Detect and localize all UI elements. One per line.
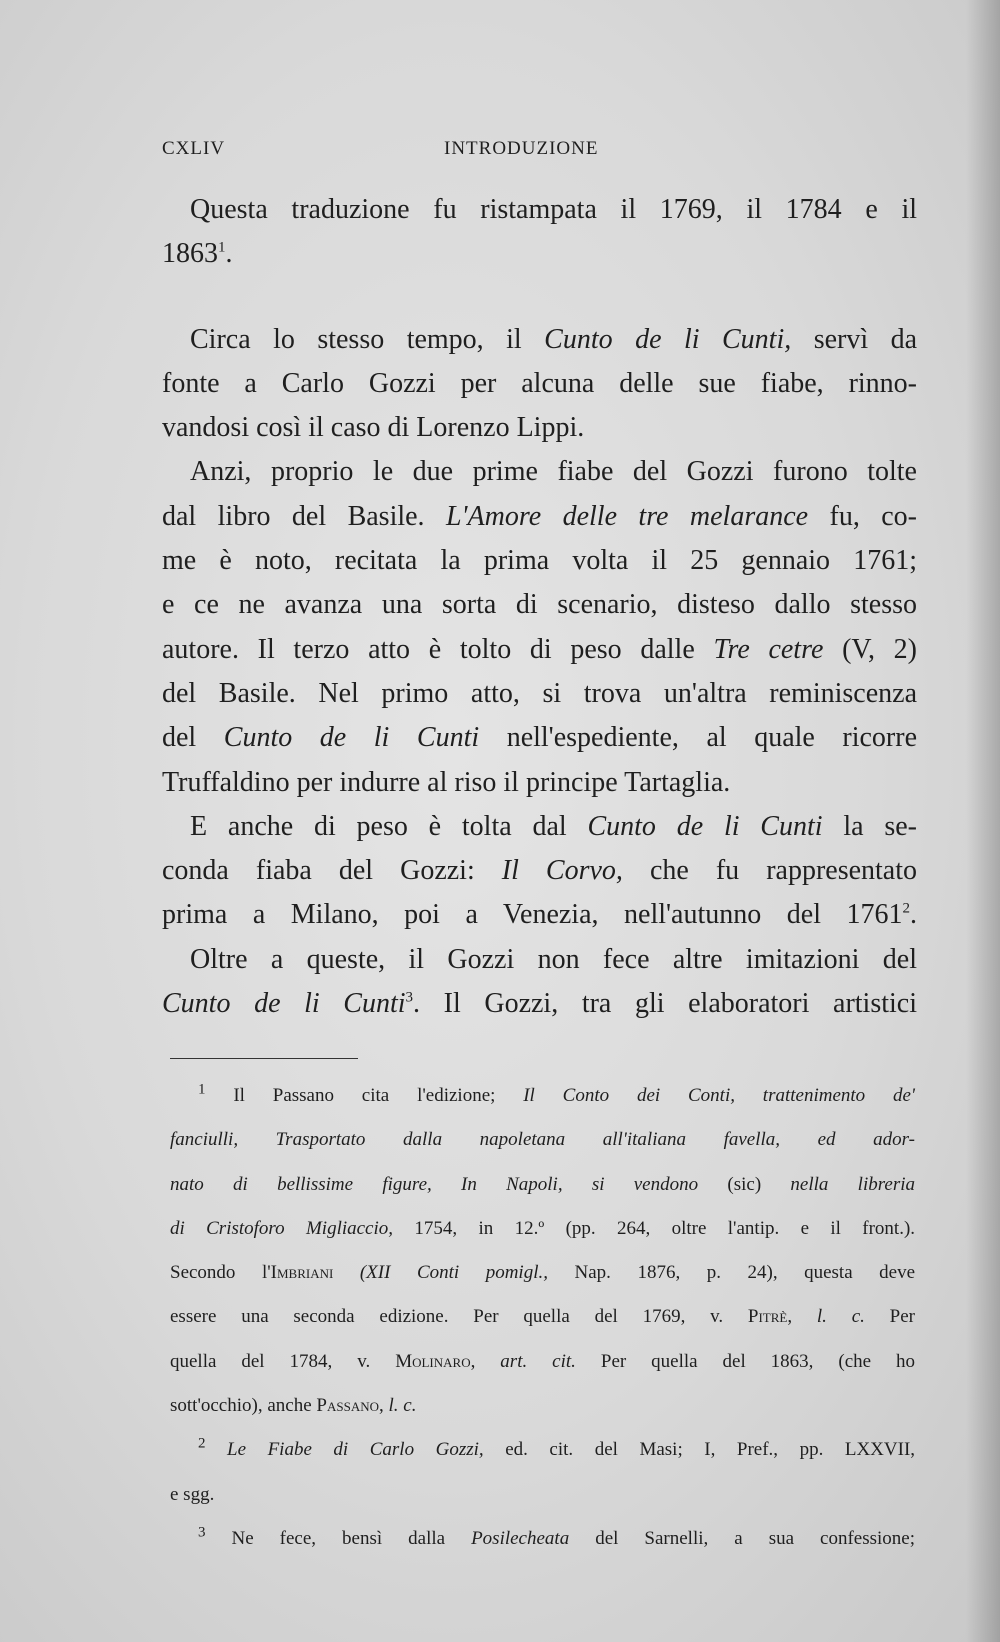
- running-title: INTRODUZIONE: [444, 138, 599, 159]
- footnote-line: e sgg.: [170, 1483, 215, 1505]
- text-line: autore. Il terzo atto è tolto di peso dalle Tre cetre (V, 2): [162, 633, 918, 665]
- text-line: prima a Milano, poi a Venezia, nell'autunno del 1761$^2$.: [162, 899, 917, 931]
- footnote-ref: 3: [405, 989, 414, 1006]
- paragraph-gap: [162, 277, 917, 318]
- footnote-mark: 1: [198, 1081, 206, 1098]
- footnote-line: quella del 1784, v. Molinaro, art. cit. Per quella del 1863, (che ho: [170, 1350, 916, 1372]
- main-text: [162, 188, 917, 1026]
- footnote-line: nato di bellissime figure, In Napoli, si vendono (sic) nella libreria: [170, 1173, 916, 1195]
- footnote-rule: [170, 1058, 358, 1059]
- text-line: conda fiaba del Gozzi: Il Corvo, che fu rappresentato: [162, 855, 918, 887]
- footnote-mark: 2: [198, 1436, 206, 1453]
- footnote-mark: 3: [198, 1524, 206, 1541]
- text-line: del Cunto de li Cunti nell'espediente, al quale ricorre: [162, 722, 917, 754]
- text-line: E anche di peso è tolta dal Cunto de li Cunti la se-: [190, 810, 917, 842]
- text-line: Cunto de li Cunti$^3$. Il Gozzi, tra gli elaboratori artistici: [162, 988, 917, 1020]
- footnote-line: $^3$ Ne fece, bensì dalla Posilecheata del Sarnelli, a sua confessione;: [198, 1524, 915, 1549]
- footnote-line: sott'occhio), anche Passano, l. c.: [170, 1395, 417, 1417]
- page-number: CXLIV: [162, 138, 226, 159]
- footnote-line: di Cristoforo Migliaccio, 1754, in 12.º (pp. 264, oltre l'antip. e il front.).: [170, 1217, 916, 1239]
- footnote-ref: 1: [218, 239, 226, 256]
- footnote-line: essere una seconda edizione. Per quella del 1769, v. Pitrè, l. c. Per: [170, 1306, 915, 1328]
- footnote-line: $^2$ Le Fiabe di Carlo Gozzi, ed. cit. del Masi; I, Pref., pp. LXXVII,: [198, 1436, 916, 1461]
- text-line: me è noto, recitata la prima volta il 25 gennaio 1761;: [162, 545, 917, 577]
- text-line: Truffaldino per indurre al riso il principe Tartaglia.: [162, 766, 731, 798]
- text-line: dal libro del Basile. L'Amore delle tre melarance fu, co-: [162, 500, 917, 532]
- text-line: Oltre a queste, il Gozzi non fece altre imitazioni del: [190, 943, 917, 975]
- text-line: Questa traduzione fu ristampata il 1769, il 1784 e il: [190, 194, 917, 225]
- footnotes: [170, 1078, 915, 1565]
- text-line: Circa lo stesso tempo, il Cunto de li Cunti, servì da: [190, 323, 918, 355]
- text-line: 1863$^1$.: [162, 238, 233, 270]
- text-line: Anzi, proprio le due prime fiabe del Gozzi furono tolte: [190, 456, 917, 488]
- text-line: del Basile. Nel primo atto, si trova un'altra reminiscenza: [162, 677, 917, 709]
- text-line: fonte a Carlo Gozzi per alcuna delle sue fiabe, rinno-: [162, 367, 917, 399]
- footnote-line: $^1$ Il Passano cita l'edizione; Il Conto dei Conti, trattenimento de': [198, 1081, 915, 1106]
- running-head: [162, 138, 905, 168]
- text-line: vandosi così il caso di Lorenzo Lippi.: [162, 412, 585, 444]
- footnote-ref: 2: [902, 901, 910, 918]
- footnote-line: fanciulli, Trasportato dalla napoletana all'italiana favella, ed ador-: [170, 1129, 915, 1151]
- footnote-line: Secondo l'Imbriani (XII Conti pomigl., Nap. 1876, p. 24), questa deve: [170, 1262, 916, 1284]
- page-edge-shadow: [966, 0, 1000, 1642]
- text-line: e ce ne avanza una sorta di scenario, disteso dallo stesso: [162, 589, 917, 621]
